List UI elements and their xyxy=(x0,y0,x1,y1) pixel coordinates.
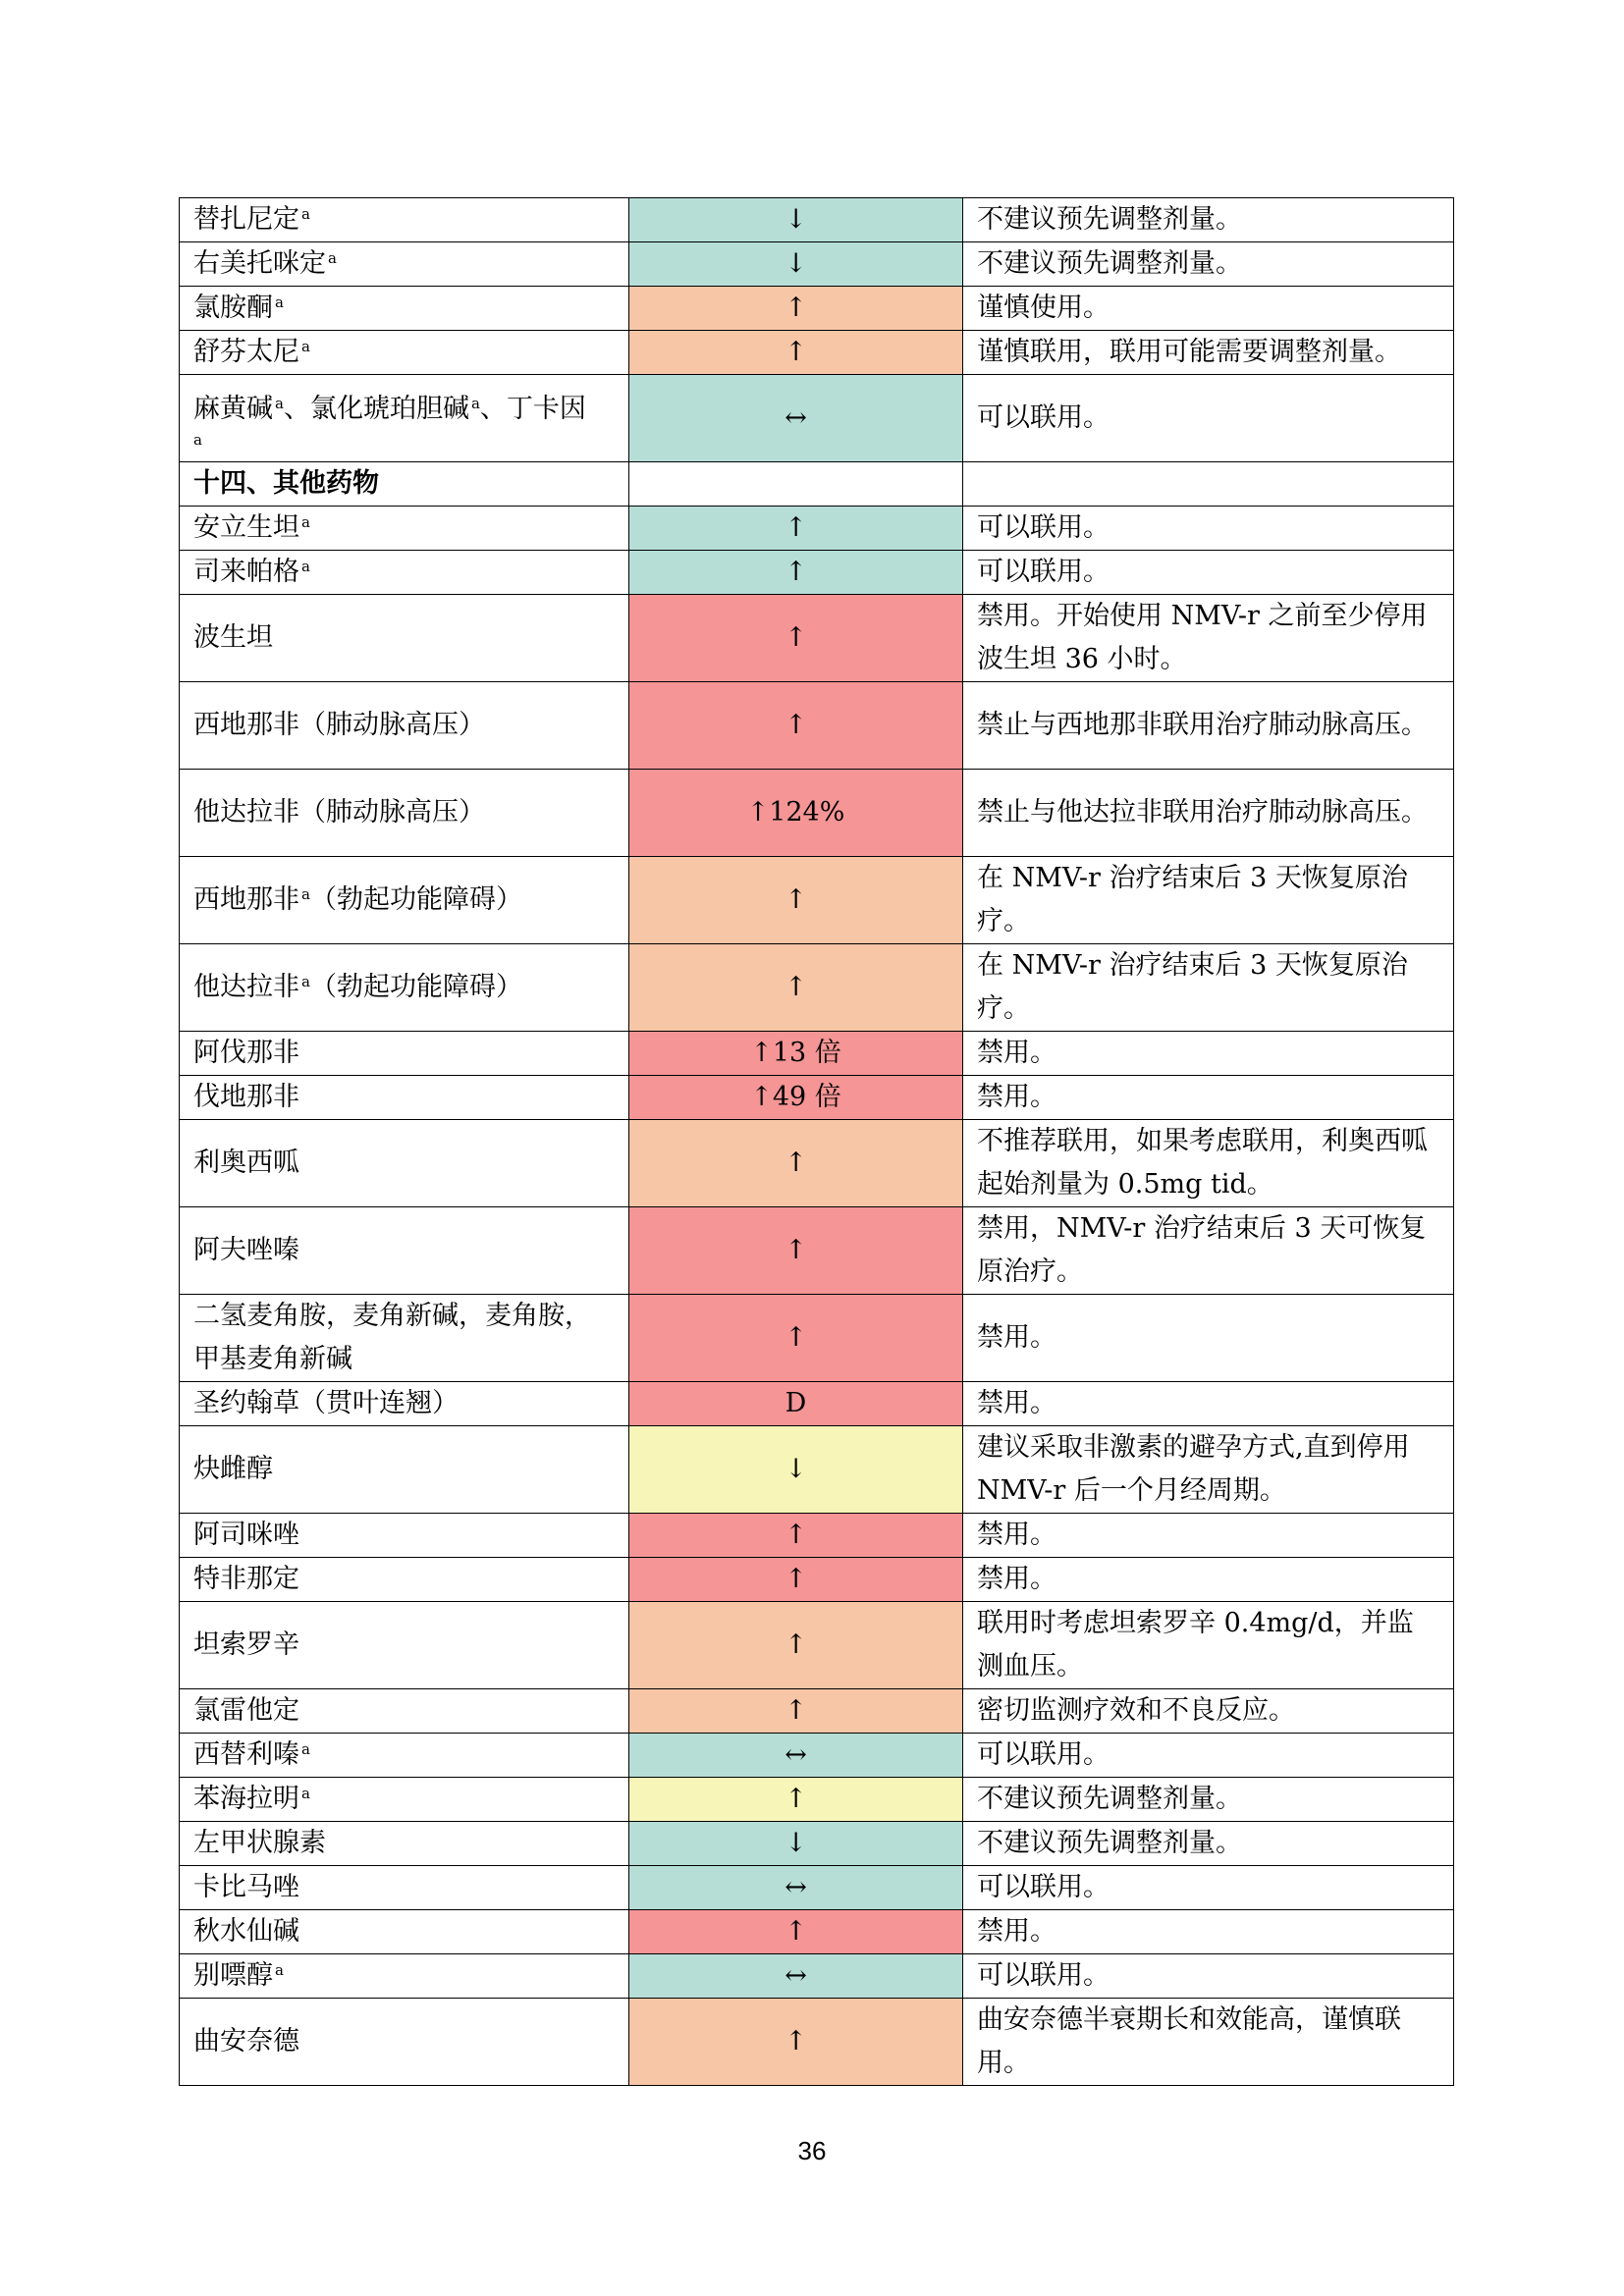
drug-name-cell: 坦索罗辛 xyxy=(180,1602,629,1689)
table-row xyxy=(180,1822,1454,1866)
recommendation-cell: 禁用。 xyxy=(963,1558,1454,1602)
drug-name-cell: 曲安奈德 xyxy=(180,1999,629,2086)
effect-cell: ↔ xyxy=(629,1866,963,1910)
effect-cell: ↔ xyxy=(629,1954,963,1999)
drug-name-cell: 阿夫唑嗪 xyxy=(180,1207,629,1295)
effect-cell: ↑ xyxy=(629,595,963,682)
recommendation-cell: 禁用。 xyxy=(963,1076,1454,1120)
recommendation-cell: 联用时考虑坦索罗辛 0.4mg/d，并监测血压。 xyxy=(963,1602,1454,1689)
drug-name-cell: 利奥西呱 xyxy=(180,1120,629,1207)
recommendation-cell: 密切监测疗效和不良反应。 xyxy=(963,1689,1454,1734)
drug-name-cell: 氯胺酮 $^a$ xyxy=(180,287,629,331)
effect-cell: ↑ xyxy=(629,507,963,551)
recommendation-cell: 禁用，NMV-r 治疗结束后 3 天可恢复原治疗。 xyxy=(963,1207,1454,1295)
drug-name-cell: 西地那非 $^a$（勃起功能障碍） xyxy=(180,857,629,944)
drug-name-cell: 司来帕格 $^a$ xyxy=(180,551,629,595)
table-row xyxy=(180,198,1454,242)
recommendation-cell: 谨慎联用，联用可能需要调整剂量。 xyxy=(963,331,1454,375)
table-row xyxy=(180,1207,1454,1295)
table-row xyxy=(180,1602,1454,1689)
effect-cell: ↑ xyxy=(629,1910,963,1954)
effect-cell: D xyxy=(629,1382,963,1426)
effect-cell: ↑ xyxy=(629,551,963,595)
table-row xyxy=(180,551,1454,595)
table-row xyxy=(180,857,1454,944)
recommendation-cell: 可以联用。 xyxy=(963,507,1454,551)
drug-name-cell: 特非那定 xyxy=(180,1558,629,1602)
effect-cell xyxy=(629,462,963,507)
drug-name-cell: 卡比马唑 xyxy=(180,1866,629,1910)
effect-cell: ↑ xyxy=(629,1295,963,1382)
effect-cell: ↔ xyxy=(629,1734,963,1778)
effect-cell: ↑ xyxy=(629,1602,963,1689)
recommendation-cell xyxy=(963,462,1454,507)
recommendation-cell: 在 NMV-r 治疗结束后 3 天恢复原治疗。 xyxy=(963,944,1454,1032)
table-row xyxy=(180,1689,1454,1734)
table-row xyxy=(180,507,1454,551)
drug-name-cell: 阿司咪唑 xyxy=(180,1514,629,1558)
effect-cell: ↑ xyxy=(629,857,963,944)
drug-name-cell: 麻黄碱 $^a$、氯化琥珀胆碱 $^a$、丁卡因 a xyxy=(180,375,629,462)
drug-name-cell: 舒芬太尼 $^a$ xyxy=(180,331,629,375)
effect-cell: ↑ xyxy=(629,287,963,331)
drug-name-cell: 别嘌醇 $^a$ xyxy=(180,1954,629,1999)
effect-cell: ↓ xyxy=(629,1426,963,1514)
table-row xyxy=(180,1120,1454,1207)
effect-cell: ↑ xyxy=(629,1999,963,2086)
table-row xyxy=(180,331,1454,375)
table-row xyxy=(180,1295,1454,1382)
drug-name-cell: 二氢麦角胺，麦角新碱，麦角胺，甲基麦角新碱 xyxy=(180,1295,629,1382)
effect-cell: ↔ xyxy=(629,375,963,462)
table-row xyxy=(180,1514,1454,1558)
effect-cell: ↑ xyxy=(629,682,963,770)
recommendation-cell: 不建议预先调整剂量。 xyxy=(963,1778,1454,1822)
table-row xyxy=(180,1910,1454,1954)
table-row xyxy=(180,1866,1454,1910)
drug-name-cell: 阿伐那非 xyxy=(180,1032,629,1076)
recommendation-cell: 不推荐联用，如果考虑联用，利奥西呱起始剂量为 0.5mg tid。 xyxy=(963,1120,1454,1207)
table-row xyxy=(180,1954,1454,1999)
table-row xyxy=(180,1076,1454,1120)
recommendation-cell: 不建议预先调整剂量。 xyxy=(963,242,1454,287)
table-row xyxy=(180,1734,1454,1778)
recommendation-cell: 可以联用。 xyxy=(963,1954,1454,1999)
effect-cell: ↑49 倍 xyxy=(629,1076,963,1120)
drug-name-cell: 苯海拉明 $^a$ xyxy=(180,1778,629,1822)
table-row xyxy=(180,242,1454,287)
drug-name-cell: 西地那非（肺动脉高压） xyxy=(180,682,629,770)
section-title: 十四、其他药物 xyxy=(180,462,629,507)
drug-name-cell: 西替利嗪 $^a$ xyxy=(180,1734,629,1778)
drug-name-cell: 左甲状腺素 xyxy=(180,1822,629,1866)
table-row xyxy=(180,944,1454,1032)
table-row xyxy=(180,1558,1454,1602)
table-row xyxy=(180,1032,1454,1076)
table-row xyxy=(180,1999,1454,2086)
recommendation-cell: 建议采取非激素的避孕方式,直到停用 NMV-r 后一个月经周期。 xyxy=(963,1426,1454,1514)
recommendation-cell: 禁用。 xyxy=(963,1910,1454,1954)
table-row xyxy=(180,1382,1454,1426)
effect-cell: ↓ xyxy=(629,242,963,287)
drug-name-cell: 秋水仙碱 xyxy=(180,1910,629,1954)
section-header-row xyxy=(180,462,1454,507)
table-row xyxy=(180,287,1454,331)
drug-name-cell: 他达拉非 $^a$（勃起功能障碍） xyxy=(180,944,629,1032)
effect-cell: ↑ xyxy=(629,1558,963,1602)
effect-cell: ↑ xyxy=(629,1689,963,1734)
recommendation-cell: 禁用。 xyxy=(963,1514,1454,1558)
effect-cell: ↓ xyxy=(629,1822,963,1866)
recommendation-cell: 在 NMV-r 治疗结束后 3 天恢复原治疗。 xyxy=(963,857,1454,944)
table-row xyxy=(180,375,1454,462)
drug-name-cell: 圣约翰草（贯叶连翘） xyxy=(180,1382,629,1426)
recommendation-cell: 禁止与他达拉非联用治疗肺动脉高压。 xyxy=(963,770,1454,857)
drug-name-cell: 伐地那非 xyxy=(180,1076,629,1120)
drug-name-cell: 右美托咪定 $^a$ xyxy=(180,242,629,287)
effect-cell: ↑ xyxy=(629,1778,963,1822)
drug-name-cell: 氯雷他定 xyxy=(180,1689,629,1734)
table-row xyxy=(180,770,1454,857)
recommendation-cell: 禁用。开始使用 NMV-r 之前至少停用波生坦 36 小时。 xyxy=(963,595,1454,682)
recommendation-cell: 禁用。 xyxy=(963,1382,1454,1426)
effect-cell: ↓ xyxy=(629,198,963,242)
recommendation-cell: 谨慎使用。 xyxy=(963,287,1454,331)
recommendation-cell: 可以联用。 xyxy=(963,1866,1454,1910)
recommendation-cell: 不建议预先调整剂量。 xyxy=(963,1822,1454,1866)
effect-cell: ↑124% xyxy=(629,770,963,857)
drug-name-cell: 替扎尼定 $^a$ xyxy=(180,198,629,242)
table-row xyxy=(180,1426,1454,1514)
effect-cell: ↑ xyxy=(629,331,963,375)
drug-name-cell: 炔雌醇 xyxy=(180,1426,629,1514)
recommendation-cell: 曲安奈德半衰期长和效能高，谨慎联用。 xyxy=(963,1999,1454,2086)
table-row xyxy=(180,595,1454,682)
effect-cell: ↑13 倍 xyxy=(629,1032,963,1076)
effect-cell: ↑ xyxy=(629,1514,963,1558)
table-row xyxy=(180,682,1454,770)
page-number: 36 xyxy=(797,2136,827,2165)
effect-cell: ↑ xyxy=(629,944,963,1032)
recommendation-cell: 可以联用。 xyxy=(963,551,1454,595)
recommendation-cell: 禁用。 xyxy=(963,1295,1454,1382)
drug-name-cell: 他达拉非（肺动脉高压） xyxy=(180,770,629,857)
recommendation-cell: 不建议预先调整剂量。 xyxy=(963,198,1454,242)
effect-cell: ↑ xyxy=(629,1207,963,1295)
drug-name-cell: 安立生坦 $^a$ xyxy=(180,507,629,551)
recommendation-cell: 禁止与西地那非联用治疗肺动脉高压。 xyxy=(963,682,1454,770)
recommendation-cell: 可以联用。 xyxy=(963,375,1454,462)
recommendation-cell: 可以联用。 xyxy=(963,1734,1454,1778)
table-row xyxy=(180,1778,1454,1822)
drug-interaction-table xyxy=(179,197,1454,2086)
recommendation-cell: 禁用。 xyxy=(963,1032,1454,1076)
effect-cell: ↑ xyxy=(629,1120,963,1207)
drug-name-cell: 波生坦 xyxy=(180,595,629,682)
